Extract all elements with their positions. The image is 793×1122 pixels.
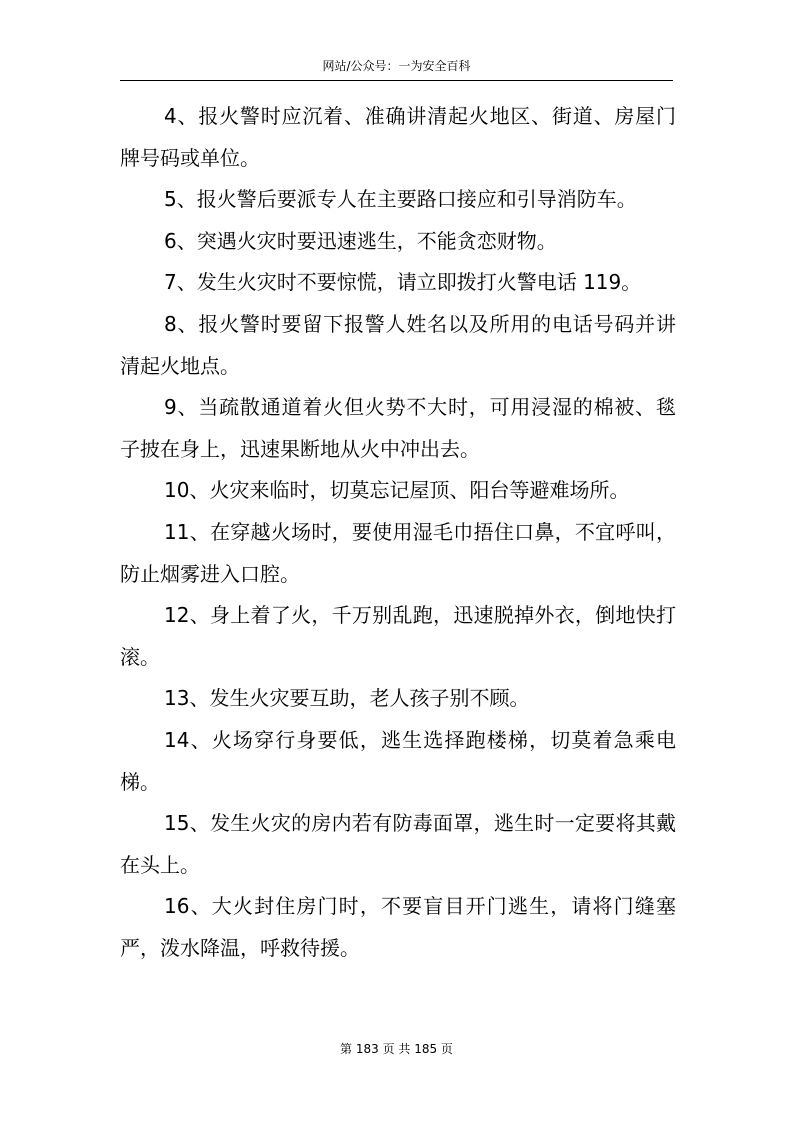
page-header xyxy=(120,53,673,81)
list-item-4: 4、报火警时应沉着、准确讲清起火地区、街道、房屋门牌号码或单位。 xyxy=(120,104,676,170)
list-item-8: 8、报火警时要留下报警人姓名以及所用的电话号码并讲清起火地点。 xyxy=(120,311,676,378)
list-item-9: 9、当疏散通道着火但火势不大时，可用浸湿的棉被、毯子披在身上，迅速果断地从火中冲出去。 xyxy=(120,395,676,461)
page-footer xyxy=(0,1039,793,1059)
list-item-5: 5、报火警后要派专人在主要路口接应和引导消防车。 xyxy=(164,187,637,212)
list-item-7: 7、发生火灾时不要惊慌，请立即拨打火警电话 119。 xyxy=(164,270,642,295)
header-text: 网站/公众号：一为安全百科 xyxy=(322,59,471,73)
list-item-14: 14、火场穿行身要低，逃生选择跑楼梯，切莫着急乘电梯。 xyxy=(120,727,676,794)
list-item-10: 10、火灾来临时，切莫忘记屋顶、阳台等避难场所。 xyxy=(164,478,630,503)
document-body xyxy=(120,96,676,969)
page-number: 第 183 页 共 185 页 xyxy=(340,1042,453,1056)
list-item-13: 13、发生火灾要互助，老人孩子别不顾。 xyxy=(164,686,530,711)
list-item-11: 11、在穿越火场时，要使用湿毛巾捂住口鼻，不宜呼叫，防止烟雾进入口腔。 xyxy=(120,519,676,586)
list-item-12: 12、身上着了火，千万别乱跑，迅速脱掉外衣，倒地快打滚。 xyxy=(120,603,676,669)
list-item-15: 15、发生火灾的房内若有防毒面罩，逃生时一定要将其戴在头上。 xyxy=(120,811,676,877)
list-item-16: 16、大火封住房门时，不要盲目开门逃生，请将门缝塞严，泼水降温，呼救待援。 xyxy=(120,894,676,960)
list-item-6: 6、突遇火灾时要迅速逃生，不能贪恋财物。 xyxy=(164,228,557,253)
